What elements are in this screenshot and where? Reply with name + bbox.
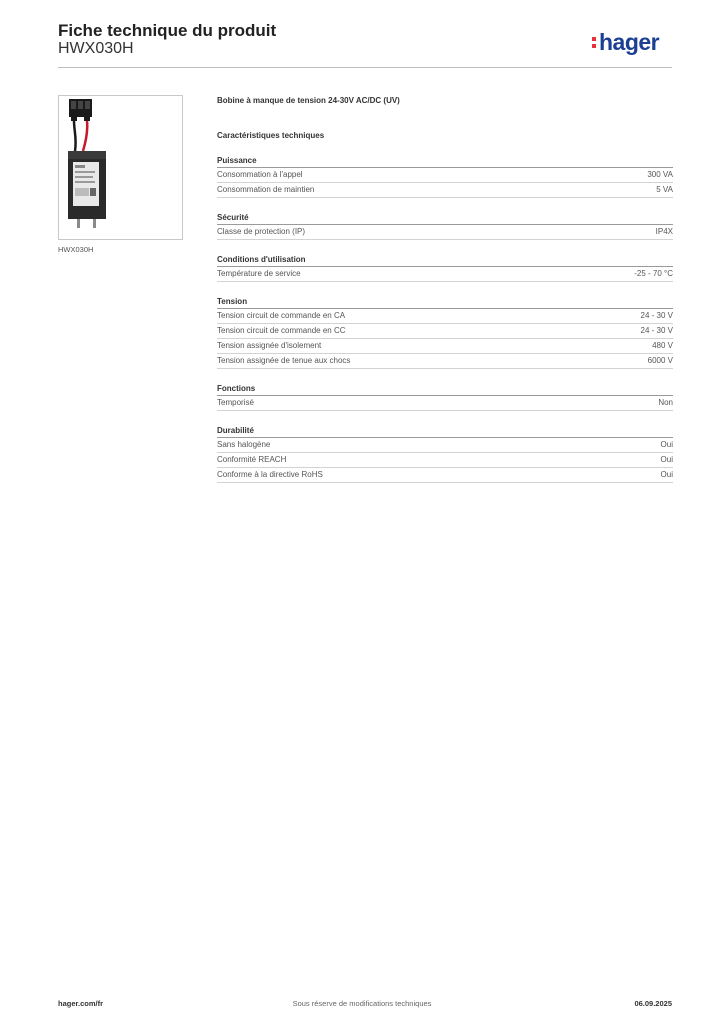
- spec-value: 5 VA: [656, 185, 673, 194]
- spec-label: Conformité REACH: [217, 455, 287, 464]
- specifications: [217, 95, 673, 483]
- spec-section: [217, 383, 673, 411]
- spec-row: [217, 225, 673, 240]
- footer-date: 06.09.2025: [634, 999, 672, 1008]
- footer-website-link[interactable]: hager.com/fr: [58, 999, 104, 1008]
- product-image: [58, 95, 183, 240]
- spec-value: Oui: [660, 455, 673, 464]
- header-divider: [58, 67, 672, 68]
- spec-row: [217, 396, 673, 411]
- spec-label: Tension circuit de commande en CA: [217, 311, 346, 320]
- spec-value: 480 V: [652, 341, 673, 350]
- spec-row: [217, 468, 673, 483]
- footer-notice: Sous réserve de modifications techniques: [292, 999, 432, 1008]
- spec-row: [217, 339, 673, 354]
- document-title: Fiche technique du produit: [58, 21, 277, 40]
- section-title: Tension: [217, 296, 673, 309]
- spec-value: 6000 V: [647, 356, 673, 365]
- spec-value: 300 VA: [647, 170, 673, 179]
- spec-label: Température de service: [217, 269, 301, 278]
- spec-sections: [217, 155, 673, 483]
- spec-value: Oui: [660, 470, 673, 479]
- product-title: Bobine à manque de tension 24-30V AC/DC (UV): [217, 96, 400, 105]
- undervoltage-coil-icon: [59, 96, 182, 239]
- logo-dots-icon: [592, 35, 597, 49]
- section-title: Durabilité: [217, 425, 673, 438]
- spec-value: 24 - 30 V: [640, 326, 673, 335]
- spec-row: [217, 324, 673, 339]
- section-title: Conditions d'utilisation: [217, 254, 673, 267]
- characteristics-heading: Caractéristiques techniques: [217, 131, 325, 140]
- section-title: Puissance: [217, 155, 673, 168]
- logo-text: hager: [599, 29, 660, 55]
- spec-value: Non: [658, 398, 673, 407]
- spec-label: Consommation à l'appel: [217, 170, 303, 179]
- section-title: Sécurité: [217, 212, 673, 225]
- spec-label: Consommation de maintien: [217, 185, 315, 194]
- spec-row: [217, 168, 673, 183]
- spec-row: [217, 267, 673, 282]
- spec-row: [217, 183, 673, 198]
- spec-row: [217, 354, 673, 369]
- spec-label: Tension circuit de commande en CC: [217, 326, 346, 335]
- spec-row: [217, 453, 673, 468]
- spec-row: [217, 309, 673, 324]
- spec-value: 24 - 30 V: [640, 311, 673, 320]
- spec-section: [217, 296, 673, 369]
- spec-label: Tension assignée d'isolement: [217, 341, 322, 350]
- spec-label: Tension assignée de tenue aux chocs: [217, 356, 351, 365]
- product-reference: HWX030H: [58, 40, 134, 57]
- spec-section: [217, 254, 673, 282]
- spec-section: [217, 425, 673, 483]
- spec-label: Temporisé: [217, 398, 254, 407]
- spec-label: Sans halogène: [217, 440, 271, 449]
- spec-label: Conforme à la directive RoHS: [217, 470, 323, 479]
- spec-value: -25 - 70 °C: [634, 269, 673, 278]
- spec-label: Classe de protection (IP): [217, 227, 306, 236]
- section-title: Fonctions: [217, 383, 673, 396]
- hager-logo[interactable]: [592, 29, 659, 56]
- image-caption: HWX030H: [58, 245, 94, 254]
- spec-section: [217, 155, 673, 198]
- spec-value: Oui: [660, 440, 673, 449]
- spec-row: [217, 438, 673, 453]
- spec-section: [217, 212, 673, 240]
- spec-value: IP4X: [655, 227, 673, 236]
